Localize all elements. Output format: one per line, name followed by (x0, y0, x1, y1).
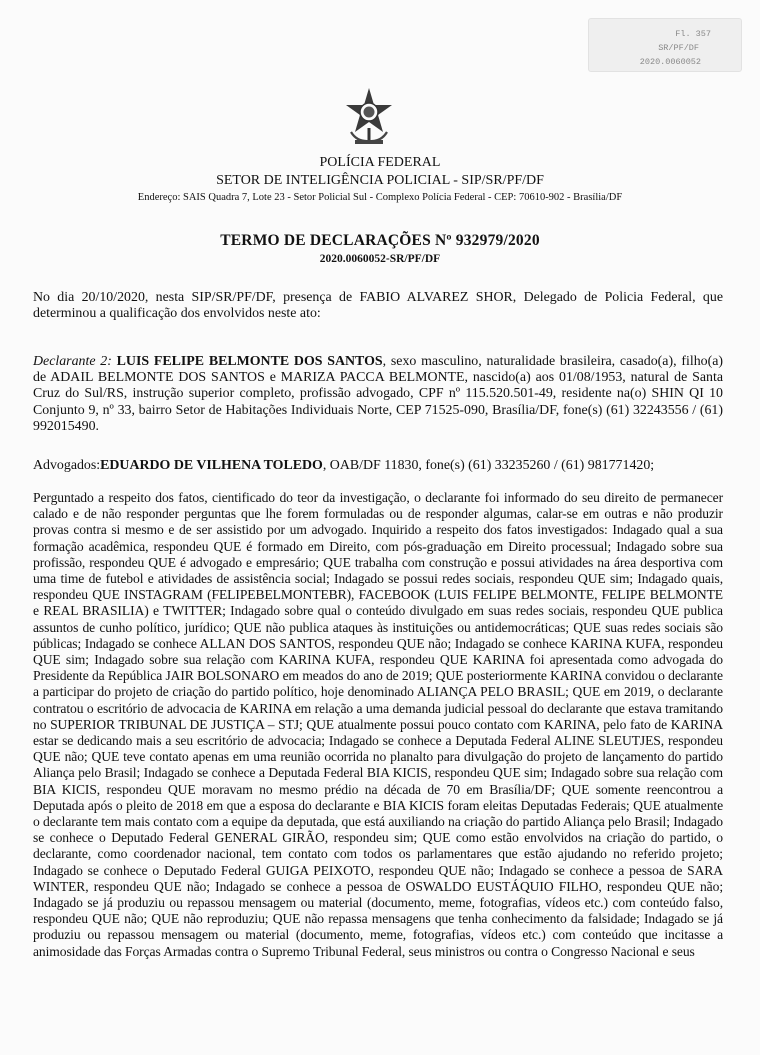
intro-paragraph: No dia 20/10/2020, nesta SIP/SR/PF/DF, presença de FABIO ALVAREZ SHOR, Delegado de Policia Federal, que determinou a qualificação dos envolvidos neste ato: (33, 290, 723, 322)
lawyer-details: , OAB/DF 11830, fone(s) (61) 33235260 / (61) 981771420; (322, 458, 655, 473)
document-number: 2020.0060052-SR/PF/DF (319, 253, 441, 265)
stamp-folio: Fl. 357 (675, 29, 711, 39)
address-line: Endereço: SAIS Quadra 7, Lote 23 - Setor Policial Sul - Complexo Polícia Federal - CEP: 70610-902 - Brasília/DF (137, 192, 623, 203)
document-title: TERMO DE DECLARAÇÕES Nº 932979/2020 (220, 232, 540, 249)
declarant-details: , sexo masculino, naturalidade brasileira, casado(a), filho(a) de ADAIL BELMONTE DOS SANTOS e MARIZA PACCA BELMONTE, nascido(a) aos 01/08/1953, natural de Santa Cruz do Sul/RS, instrução superior completo, profissão advogado, CPF nº 115.520.501-49, residente na(o) SHIN QI 10 Conjunto 9, nº 33, bairro Setor de Habitações Individuais Norte, CEP 71525-090, Brasília/DF, fone(s) (61) 32243556 / (61) 992015490. (33, 354, 724, 434)
declarant-label: Declarante 2: (33, 354, 112, 369)
declarant-paragraph (33, 354, 723, 435)
declarant-name: LUIS FELIPE BELMONTE DOS SANTOS (116, 354, 383, 369)
stamp-unit: SR/PF/DF (658, 43, 699, 53)
testimony-body: Perguntado a respeito dos fatos, cientificado do teor da investigação, o declarante foi informado do seu direito de permanecer calado e de não responder perguntas que lhe forem formuladas ou de responder algumas, calar-se em outras e não produzir provas contra si mesmo e de ser assistido por um advogado. Inquirido a respeito dos fatos investigados: Indagado qual a sua formação acadêmica, respondeu QUE é formado em Direito, com pós-graduação em Direito processual; Indagado sobre sua profissão, respondeu QUE é advogado e empresário; QUE trabalha com construção e possui atividades na área desportiva com uma time de futebol e atividades de assistência social; Indagado se possui redes sociais, respondeu QUE sim; Indagado quais, respondeu QUE INSTAGRAM (FELIPEBELMONTEBR), FACEBOOK (LUIS FELIPE BELMONTE, FELIPE BELMONTE e REAL BRASILIA) e TWITTER; Indagado sobre qual o conteúdo divulgado em suas redes sociais, respondeu QUE publica assuntos de cunho político, jurídico; QUE não publica ataques às instituições ou antidemocráticas; QUE suas redes sociais são públicas; Indagado se conhece ALLAN DOS SANTOS, respondeu QUE não; Indagado se conhece KARINA KUFA, respondeu QUE sim; Indagado sobre sua relação com KARINA KUFA, respondeu QUE KARINA foi apresentada como advogada do Presidente da República JAIR BOLSONARO em meados do ano de 2019; QUE posteriormente KARINA convidou o declarante a participar do projeto de criação do partido político, hoje denominado ALIANÇA PELO BRASIL; QUE em 2019, o declarante contratou o escritório de advocacia de KARINA em relação a uma demanda judicial pessoal do declarante que estava tramitando no SUPERIOR TRIBUNAL DE JUSTIÇA – STJ; QUE atualmente possui pouco contato com KARINA, pelo fato de KARINA estar se dedicando mais a seu escritório de advocacia; Indagado se conhece a Deputada Federal ALINE SLEUTJES, respondeu QUE não; QUE teve contato apenas em uma reunião ocorrida no planalto para divulgação do projeto de lançamento do partido Aliança pelo Brasil; Indagado se conhece a Deputada Federal BIA KICIS, respondeu QUE sim; Indagado sobre sua relação com BIA KICIS, respondeu QUE moravam no mesmo prédio na década de 70 em Brasília/DF; QUE somente reencontrou a Deputada após o pleito de 2018 em que a esposa do declarante e BIA KICIS foram eleitas Deputadas Federais; QUE atualmente o declarante tem mais contato com a equipe da deputada, que está auxiliando na criação do partido Aliança pelo Brasil; Indagado se conhece o Deputado Federal GENERAL GIRÃO, respondeu sim; QUE como estão envolvidos na criação do partido, o declarante, como coordenador nacional, tem contato com todos os parlamentares que estão ajudando no referido projeto; Indagado se conhece o Deputado Federal GUIGA PEIXOTO, respondeu QUE não; Indagado se conhece a pessoa de SARA WINTER, respondeu QUE não; Indagado se conhece a pessoa de OSWALDO EUSTÁQUIO FILHO, respondeu QUE não; Indagado se já produziu ou repassou mensagem ou material (documento, meme, fotografias, vídeos etc.) com conteúdo falso, respondeu QUE não; QUE não reproduziu; QUE não repassa mensagens que tenha conhecimento da falsidade; Indagado se já produziu ou repassou mensagem ou material (documento, meme, fotografias, vídeos etc.) com conteúdo que incitasse a animosidade das Forças Armadas contra o Supremo Tribunal Federal, seus ministros ou contra o Congresso Nacional e seus (33, 490, 723, 959)
stamp-process: 2020.0060052 (639, 57, 701, 67)
lawyers-label: Advogados: (33, 458, 101, 473)
lawyers-paragraph (33, 458, 723, 474)
protocol-stamp (588, 18, 742, 72)
org-name: POLÍCIA FEDERAL (319, 155, 441, 170)
sector-name: SETOR DE INTELIGÊNCIA POLICIAL - SIP/SR/PF/DF (216, 173, 544, 188)
lawyer-name: EDUARDO DE VILHENA TOLEDO (100, 458, 323, 473)
coat-of-arms-icon (343, 88, 395, 148)
